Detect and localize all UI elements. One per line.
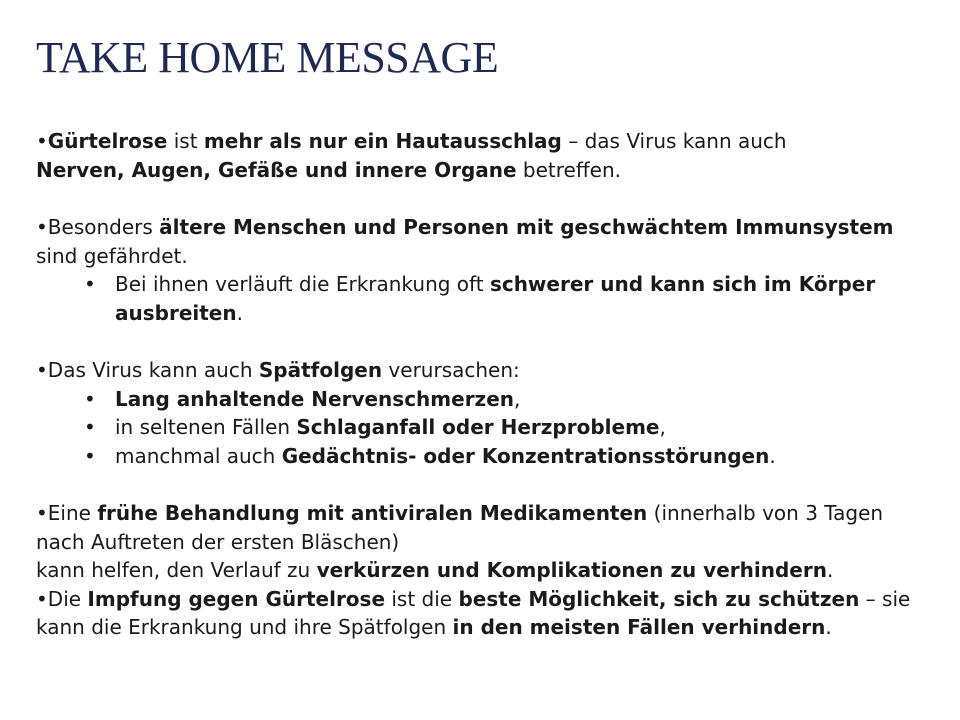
text-bold: ältere Menschen und Personen mit geschwächtem Immunsystem xyxy=(159,215,894,239)
bullet-marker: • xyxy=(36,358,48,382)
text: Bei ihnen verläuft die Erkrankung oft xyxy=(115,272,490,296)
slide-title: TAKE HOME MESSAGE xyxy=(36,33,499,82)
text: . xyxy=(236,300,243,325)
text: verursachen: xyxy=(382,358,520,382)
spacer xyxy=(36,184,936,213)
text-bold: Nerven, Augen, Gefäße und innere Organe xyxy=(36,157,517,182)
sub-bullet-marker: • xyxy=(84,386,96,411)
text: ist xyxy=(167,129,204,153)
text: – das Virus kann auch xyxy=(561,129,787,153)
text-bold: Lang anhaltende Nervenschmerzen xyxy=(115,386,515,411)
text: betreffen. xyxy=(516,157,621,182)
text-bold: verkürzen und Komplikationen zu verhindern xyxy=(316,558,827,582)
bullet-marker: • xyxy=(36,129,48,153)
text-bold: Impfung gegen Gürtelrose xyxy=(87,586,386,611)
slide-body xyxy=(36,127,936,642)
text-bold: schwerer und kann sich im Körper ausbreiten xyxy=(115,272,876,325)
bullet-marker: • xyxy=(36,501,48,525)
bullet-risk-groups xyxy=(36,213,936,270)
spacer xyxy=(36,470,936,499)
text: . xyxy=(769,443,776,468)
bullet-marker: • xyxy=(36,215,48,239)
text: , xyxy=(659,415,666,439)
text-bold: in den meisten Fällen verhindern xyxy=(452,615,826,639)
text: , xyxy=(514,386,521,411)
bullet-vaccination xyxy=(36,585,936,642)
text: – sie kann die Erkrankung und ihre Spätfolgen xyxy=(36,586,911,639)
sub-bullet-marker: • xyxy=(84,443,96,468)
text: kann helfen, den Verlauf zu xyxy=(36,558,317,582)
spacer xyxy=(36,327,936,356)
text: in seltenen Fällen xyxy=(115,415,297,439)
text: ist die xyxy=(385,586,459,611)
text: (innerhalb von 3 Tagen nach Auftreten der ersten Bläschen) xyxy=(36,501,884,554)
text-bold: Spätfolgen xyxy=(258,358,383,382)
text: manchmal auch xyxy=(115,443,282,468)
text: . xyxy=(825,615,832,639)
bullet-early-treatment xyxy=(36,499,936,585)
text-bold: Schlaganfall oder Herzprobleme xyxy=(296,415,660,439)
sub-bullet-stroke xyxy=(36,413,936,442)
text: Besonders xyxy=(47,215,160,239)
text-bold: Gürtelrose xyxy=(47,129,168,153)
sub-bullet-memory xyxy=(36,442,936,471)
sub-bullet-nerve-pain xyxy=(36,385,936,414)
bullet-late-effects xyxy=(36,356,936,385)
sub-bullet-severity xyxy=(36,270,936,327)
text: Eine xyxy=(47,501,98,525)
text: . xyxy=(826,558,834,582)
text: sind gefährdet. xyxy=(36,243,188,268)
bullet-shingles-overview xyxy=(36,127,936,184)
sub-bullet-marker: • xyxy=(84,272,96,296)
text-bold: beste Möglichkeit, sich zu schützen xyxy=(458,586,860,611)
text-bold: mehr als nur ein Hautausschlag xyxy=(203,129,562,153)
text: Das Virus kann auch xyxy=(47,358,259,382)
bullet-marker: • xyxy=(36,586,48,611)
text-bold: Gedächtnis- oder Konzentrationsstörungen xyxy=(281,443,770,468)
sub-bullet-marker: • xyxy=(84,415,96,439)
text-bold: frühe Behandlung mit antiviralen Medikamenten xyxy=(97,501,648,525)
text: Die xyxy=(47,586,88,611)
